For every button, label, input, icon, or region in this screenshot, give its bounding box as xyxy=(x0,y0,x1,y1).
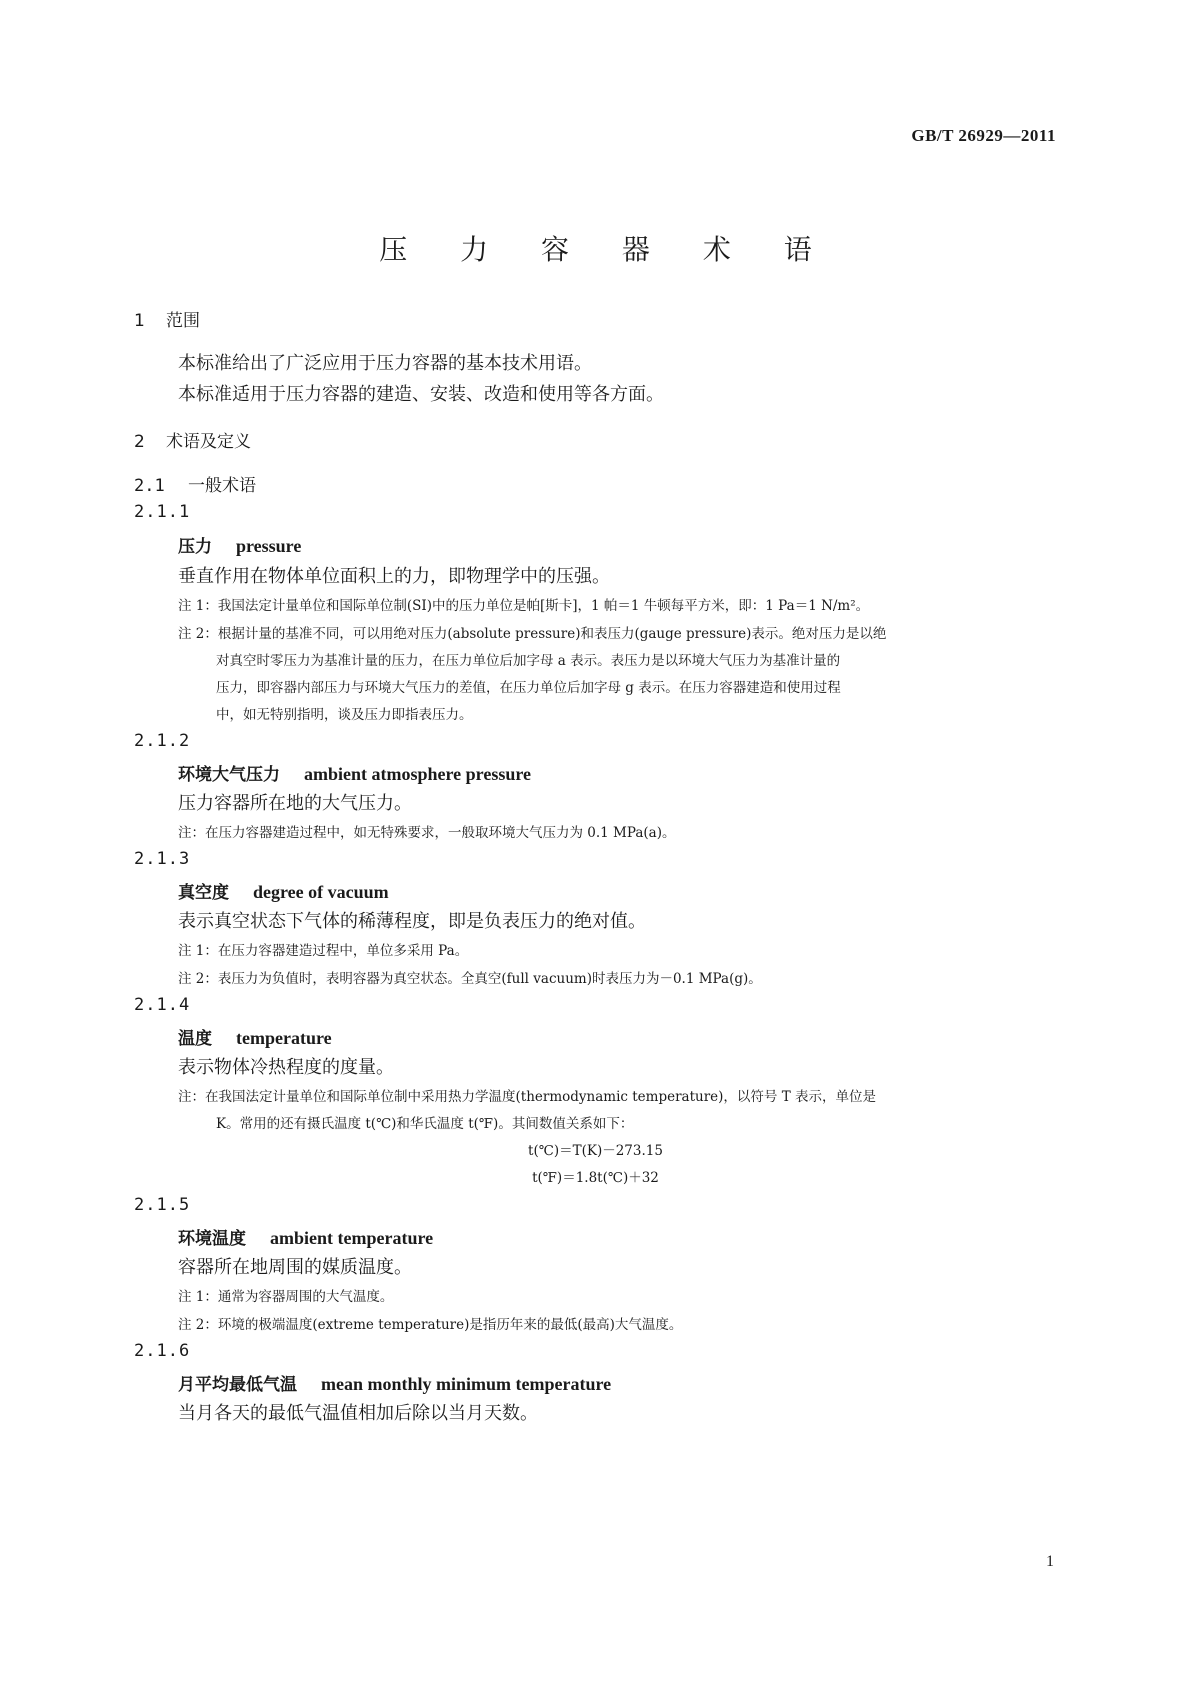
scope-paragraph-2: 本标准适用于压力容器的建造、安装、改造和使用等各方面。 xyxy=(178,384,664,405)
term-note: 注 2：环境的极端温度(extreme temperature)是指历年来的最低(最高)大气温度。 xyxy=(178,1317,683,1333)
term-heading xyxy=(178,1224,433,1249)
section-number: 1 xyxy=(134,311,145,331)
term-heading xyxy=(178,1370,611,1395)
term-heading xyxy=(178,532,301,557)
term-note: 注 1：我国法定计量单位和国际单位制(SI)中的压力单位是帕[斯卡]，1 帕＝1 牛顿每平方米，即：1 Pa＝1 N/m²。 xyxy=(178,598,870,614)
term-number: 2.1.2 xyxy=(134,731,191,751)
term-en: mean monthly minimum temperature xyxy=(321,1374,612,1394)
page-number: 1 xyxy=(1046,1553,1054,1570)
section-1-heading xyxy=(134,306,200,331)
term-note-continuation: 压力，即容器内部压力与环境大气压力的差值，在压力单位后加字母 g 表示。在压力容器建造和使用过程 xyxy=(216,680,841,696)
term-number: 2.1.5 xyxy=(134,1195,191,1215)
term-note-continuation: 中，如无特别指明，谈及压力即指表压力。 xyxy=(216,707,473,723)
scope-paragraph-1: 本标准给出了广泛应用于压力容器的基本技术用语。 xyxy=(178,353,592,374)
section-title: 术语及定义 xyxy=(166,432,251,452)
formula-celsius: t(℃)＝T(K)－273.15 xyxy=(528,1143,663,1159)
term-note-continuation: 对真空时零压力为基准计量的压力，在压力单位后加字母 a 表示。表压力是以环境大气压力为基准计量的 xyxy=(216,653,841,669)
term-note-continuation: K。常用的还有摄氏温度 t(℃)和华氏温度 t(℉)。其间数值关系如下： xyxy=(216,1116,634,1132)
term-note: 注 1：通常为容器周围的大气温度。 xyxy=(178,1289,394,1305)
section-title: 一般术语 xyxy=(188,476,256,496)
term-zh: 环境大气压力 xyxy=(178,765,280,785)
term-definition: 当月各天的最低气温值相加后除以当月天数。 xyxy=(178,1403,538,1424)
standard-code: GB/T 26929—2011 xyxy=(911,126,1056,145)
term-zh: 真空度 xyxy=(178,883,229,903)
term-en: ambient atmosphere pressure xyxy=(304,764,531,784)
document-title: 压 力 容 器 术 语 xyxy=(379,233,834,266)
term-en: temperature xyxy=(236,1028,332,1048)
term-zh: 环境温度 xyxy=(178,1229,246,1249)
term-number: 2.1.3 xyxy=(134,849,191,869)
term-note: 注：在压力容器建造过程中，如无特殊要求，一般取环境大气压力为 0.1 MPa(a)。 xyxy=(178,825,676,841)
formula-fahrenheit: t(℉)＝1.8t(℃)＋32 xyxy=(532,1170,659,1186)
section-number: 2.1 xyxy=(134,476,165,496)
term-definition: 垂直作用在物体单位面积上的力，即物理学中的压强。 xyxy=(178,566,610,587)
term-heading xyxy=(178,1024,332,1049)
section-title: 范围 xyxy=(166,311,200,331)
term-note: 注 2：表压力为负值时，表明容器为真空状态。全真空(full vacuum)时表压力为－0.1 MPa(g)。 xyxy=(178,971,762,987)
term-definition: 压力容器所在地的大气压力。 xyxy=(178,793,412,814)
term-number: 2.1.1 xyxy=(134,502,191,522)
term-en: ambient temperature xyxy=(270,1228,434,1248)
term-heading xyxy=(178,760,531,785)
section-2-heading xyxy=(134,427,251,452)
term-en: degree of vacuum xyxy=(253,882,389,902)
term-number: 2.1.4 xyxy=(134,995,191,1015)
term-zh: 月平均最低气温 xyxy=(178,1375,297,1395)
term-note: 注：在我国法定计量单位和国际单位制中采用热力学温度(thermodynamic temperature)，以符号 T 表示，单位是 xyxy=(178,1089,877,1105)
term-zh: 温度 xyxy=(178,1029,212,1049)
term-number: 2.1.6 xyxy=(134,1341,191,1361)
term-definition: 表示物体冷热程度的度量。 xyxy=(178,1057,394,1078)
section-2-1-heading xyxy=(134,471,256,496)
term-en: pressure xyxy=(236,536,302,556)
term-heading xyxy=(178,878,389,903)
term-note: 注 1：在压力容器建造过程中，单位多采用 Pa。 xyxy=(178,943,469,959)
term-note: 注 2：根据计量的基准不同，可以用绝对压力(absolute pressure)和表压力(gauge pressure)表示。绝对压力是以绝 xyxy=(178,626,887,642)
term-zh: 压力 xyxy=(178,537,212,557)
term-definition: 容器所在地周围的媒质温度。 xyxy=(178,1257,412,1278)
section-number: 2 xyxy=(134,432,145,452)
term-definition: 表示真空状态下气体的稀薄程度，即是负表压力的绝对值。 xyxy=(178,911,646,932)
